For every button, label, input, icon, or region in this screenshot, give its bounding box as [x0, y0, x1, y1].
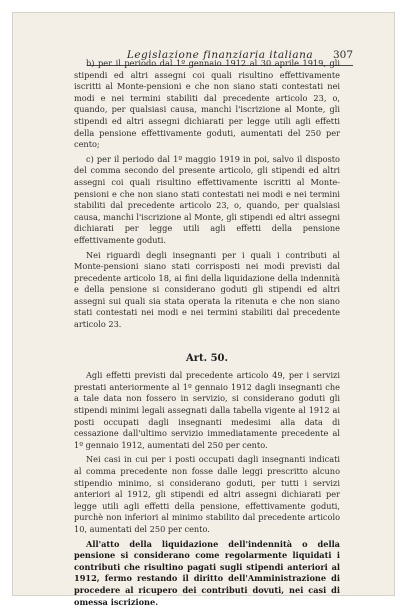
paragraph-c: c) per il periodo dal 1º maggio 1919 in poi, salvo il disposto del comma secondo del presente articolo, gli stipendi ed altri assegni coi quali risultino effettivamente iscritti al Monte-pensioni e che non siano stati contestati nei modi e nei termini stabiliti dal precedente articolo 23, o, quando, per qualsiasi causa, manchi l'iscrizione al Monte, gli stipendi ed altri assegni dichiarati per legge utili agli effetti della pensione effettivamente goduti.: [74, 153, 340, 245]
paragraph-art50-2: Nei casi in cui per i posti occupati dagli insegnanti indicati al comma precedente non fosse dalle leggi prescritto alcuno stipendio minimo, si considerano goduti, per tutti i servizi anteriori al 1912, gli stipendi ed altri assegni dichiarati per legge utili agli effetti della pensione, effettivamente goduti, purchè non inferiori al minimo stabilito dal precedente articolo 10, aumentati del 250 per cento.: [74, 454, 340, 534]
paragraph-art50-1: Agli effetti previsti dal precedente articolo 49, per i servizi prestati anteriormente al 1º gennaio 1912 dagli insegnanti che a tale data non fossero in servizio, si considerano goduti gli stipendi minimi legali assegnati dalla tabella vigente al 1912 ai posti occupati dagli insegnanti medesimi alla data di cessazione dall'ultimo servizio immediatamente precedente al 1º gennaio 1912, aumentati del 250 per cento.: [74, 370, 340, 450]
paragraph-art50-bold: All'atto della liquidazione dell'indennità o della pensione si considerano come regolarmente liquidati i contributi che risultino pagati sugli stipendi anteriori al 1912, fermo restando il diritto dell'Amministrazione di procedere al ricupero dei contributi dovuti, nei casi di omessa iscrizione.: [74, 538, 340, 607]
running-title: Legislazione finanziaria italiana: [126, 49, 314, 61]
page-body: [74, 58, 340, 608]
paragraph-teachers: Nei riguardi degli insegnanti per i quali i contributi al Monte-pensioni siano stati corrisposti nei modi previsti dal precedente articolo 18, ai fini della liquidazione della indennità e della pensione si considerano goduti gli stipendi ed altri assegni sui quali sia stata operata la ritenuta e che non siano stati contestati nei modi e nei termini stabiliti dal precedente articolo 23.: [74, 249, 340, 330]
article-heading: Art. 50.: [185, 352, 228, 364]
page-number: 307: [332, 49, 353, 61]
paragraph-b: b) per il periodo dal 1º gennaio 1912 al 30 aprile 1919, gli stipendi ed altri assegni coi quali risultino effettivamente iscritti al Monte-pensioni e che non siano stati contestati nei modi e nei termini stabiliti dal precedente articolo 23, o, quando, per qualsiasi causa, manchi l'iscrizione al Monte, gli stipendi ed altri assegni dichiarati per legge utili agli effetti della pensione effettivamente goduti, aumentati del 250 per cento;: [74, 58, 340, 150]
